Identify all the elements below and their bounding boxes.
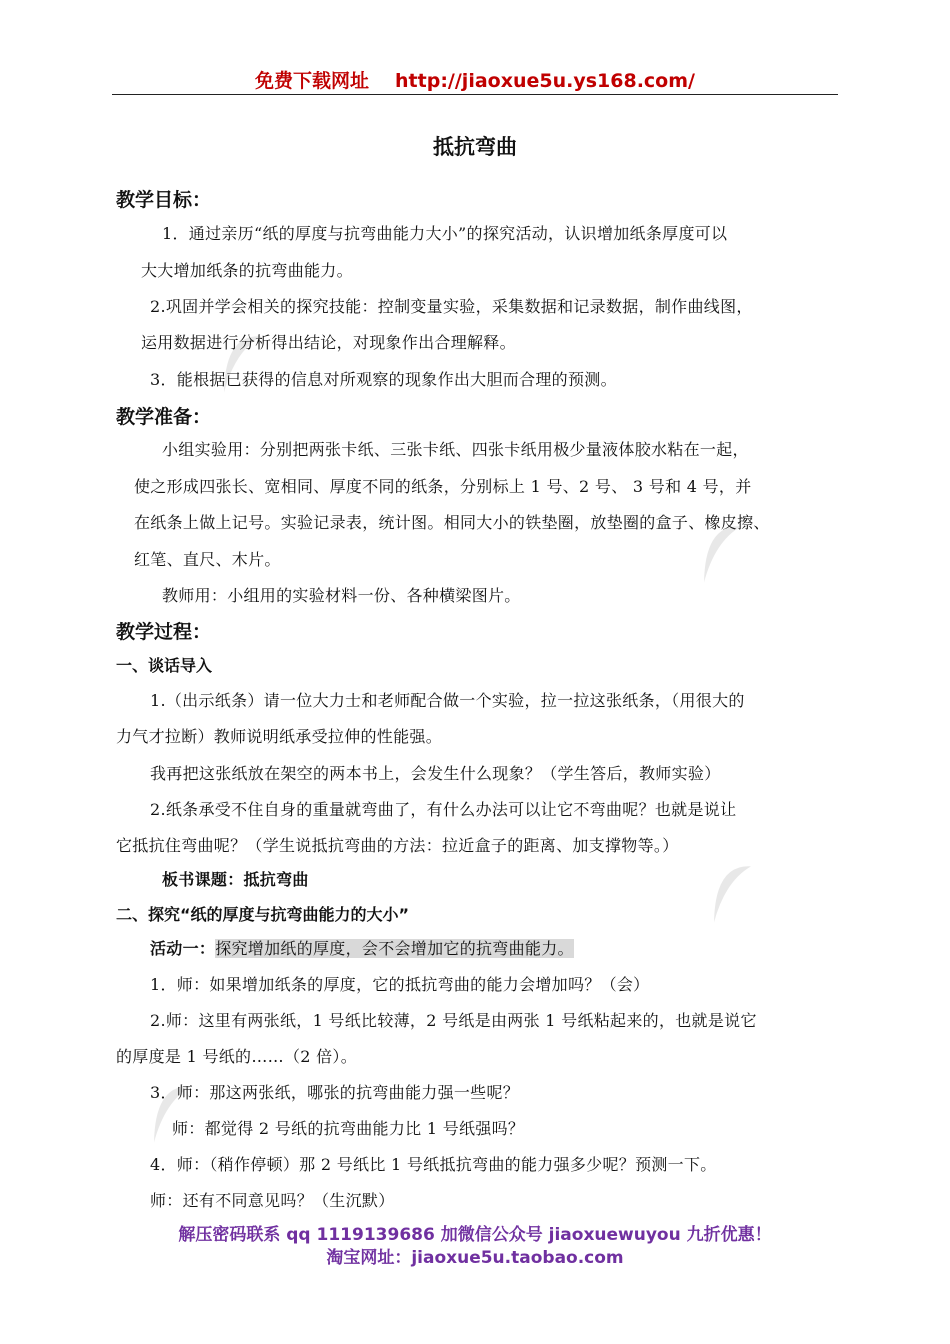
part1-line: 它抵抗住弯曲呢？（学生说抵抗弯曲的方法：拉近盒子的距离、加支撑物等。） [116,836,679,855]
watermark-icon [190,314,289,406]
goals-line: 运用数据进行分析得出结论，对现象作出合理解释。 [141,333,516,352]
header-label: 免费下载网址 [255,70,370,92]
part2-heading: 二、探究“纸的厚度与抗弯曲能力的大小” [116,905,410,924]
part2-line: 2.师：这里有两张纸，1 号纸比较薄，2 号纸是由两张 1 号纸粘起来的，也就是说它 [150,1011,757,1030]
activity-text: 探究增加纸的厚度，会不会增加它的抗弯曲能力。 [215,939,574,958]
header-banner [112,66,838,95]
prep-heading: 教学准备： [116,406,212,428]
process-heading: 教学过程： [116,621,212,643]
goals-line: 3．能根据已获得的信息对所观察的现象作出大胆而合理的预测。 [150,370,617,389]
watermark-icon [120,1064,219,1156]
goals-line: 大大增加纸条的抗弯曲能力。 [141,261,353,280]
goals-heading: 教学目标： [116,189,212,211]
goals-line: 1．通过亲历“纸的厚度与抗弯曲能力大小”的探究活动，认识增加纸条厚度可以 [162,224,728,243]
part2-line: 1．师：如果增加纸条的厚度，它的抵抗弯曲的能力会增加吗？（会） [150,975,650,994]
part1-line: 2.纸条承受不住自身的重量就弯曲了，有什么办法可以让它不弯曲呢？也就是说让 [150,800,737,819]
prep-line: 红笔、直尺、木片。 [134,550,281,569]
board-title: 板书课题：抵抗弯曲 [162,870,309,889]
header-url[interactable]: http://jiaoxue5u.ys168.com/ [395,70,695,92]
part2-line: 师：还有不同意见吗？（生沉默） [150,1191,395,1210]
part1-line: 1.（出示纸条）请一位大力士和老师配合做一个实验，拉一拉这张纸条，（用很大的 [150,691,745,710]
prep-line: 小组实验用：分别把两张卡纸、三张卡纸、四张卡纸用极少量液体胶水粘在一起， [162,440,749,459]
part2-line: 4．师：（稍作停顿）那 2 号纸比 1 号纸抵抗弯曲的能力强多少呢？预测一下。 [150,1155,717,1174]
prep-line: 教师用：小组用的实验材料一份、各种横梁图片。 [162,586,521,605]
part1-line: 我再把这张纸放在架空的两本书上，会发生什么现象？（学生答后，教师实验） [150,764,721,783]
part2-line: 3．师：那这两张纸，哪张的抗弯曲能力强一些呢？ [150,1083,520,1102]
prep-line: 使之形成四张长、宽相同、厚度不同的纸条，分别标上 1 号、2 号、 3 号和 4 号，并 [134,477,752,496]
part2-line: 师：都觉得 2 号纸的抗弯曲能力比 1 号纸强吗？ [172,1119,525,1138]
goals-line: 2.巩固并学会相关的探究技能：控制变量实验，采集数据和记录数据，制作曲线图， [150,297,753,316]
part1-line: 力气才拉断）教师说明纸承受拉伸的性能强。 [116,727,443,746]
page-title: 抵抗弯曲 [433,135,517,159]
footer-shop-url[interactable]: 淘宝网址：jiaoxue5u.taobao.com [326,1248,624,1268]
activity-line [150,936,574,959]
watermark-icon [680,844,779,936]
part2-line: 的厚度是 1 号纸的……（2 倍）。 [116,1047,358,1066]
activity-label: 活动一： [150,939,216,958]
prep-line: 在纸条上做上记号。实验记录表，统计图。相同大小的铁垫圈，放垫圈的盒子、橡皮擦、 [134,513,770,532]
part1-heading: 一、谈话导入 [116,656,213,675]
footer-contact: 解压密码联系 qq 1119139686 加微信公众号 jiaoxuewuyou 九折优惠！ [178,1225,772,1245]
